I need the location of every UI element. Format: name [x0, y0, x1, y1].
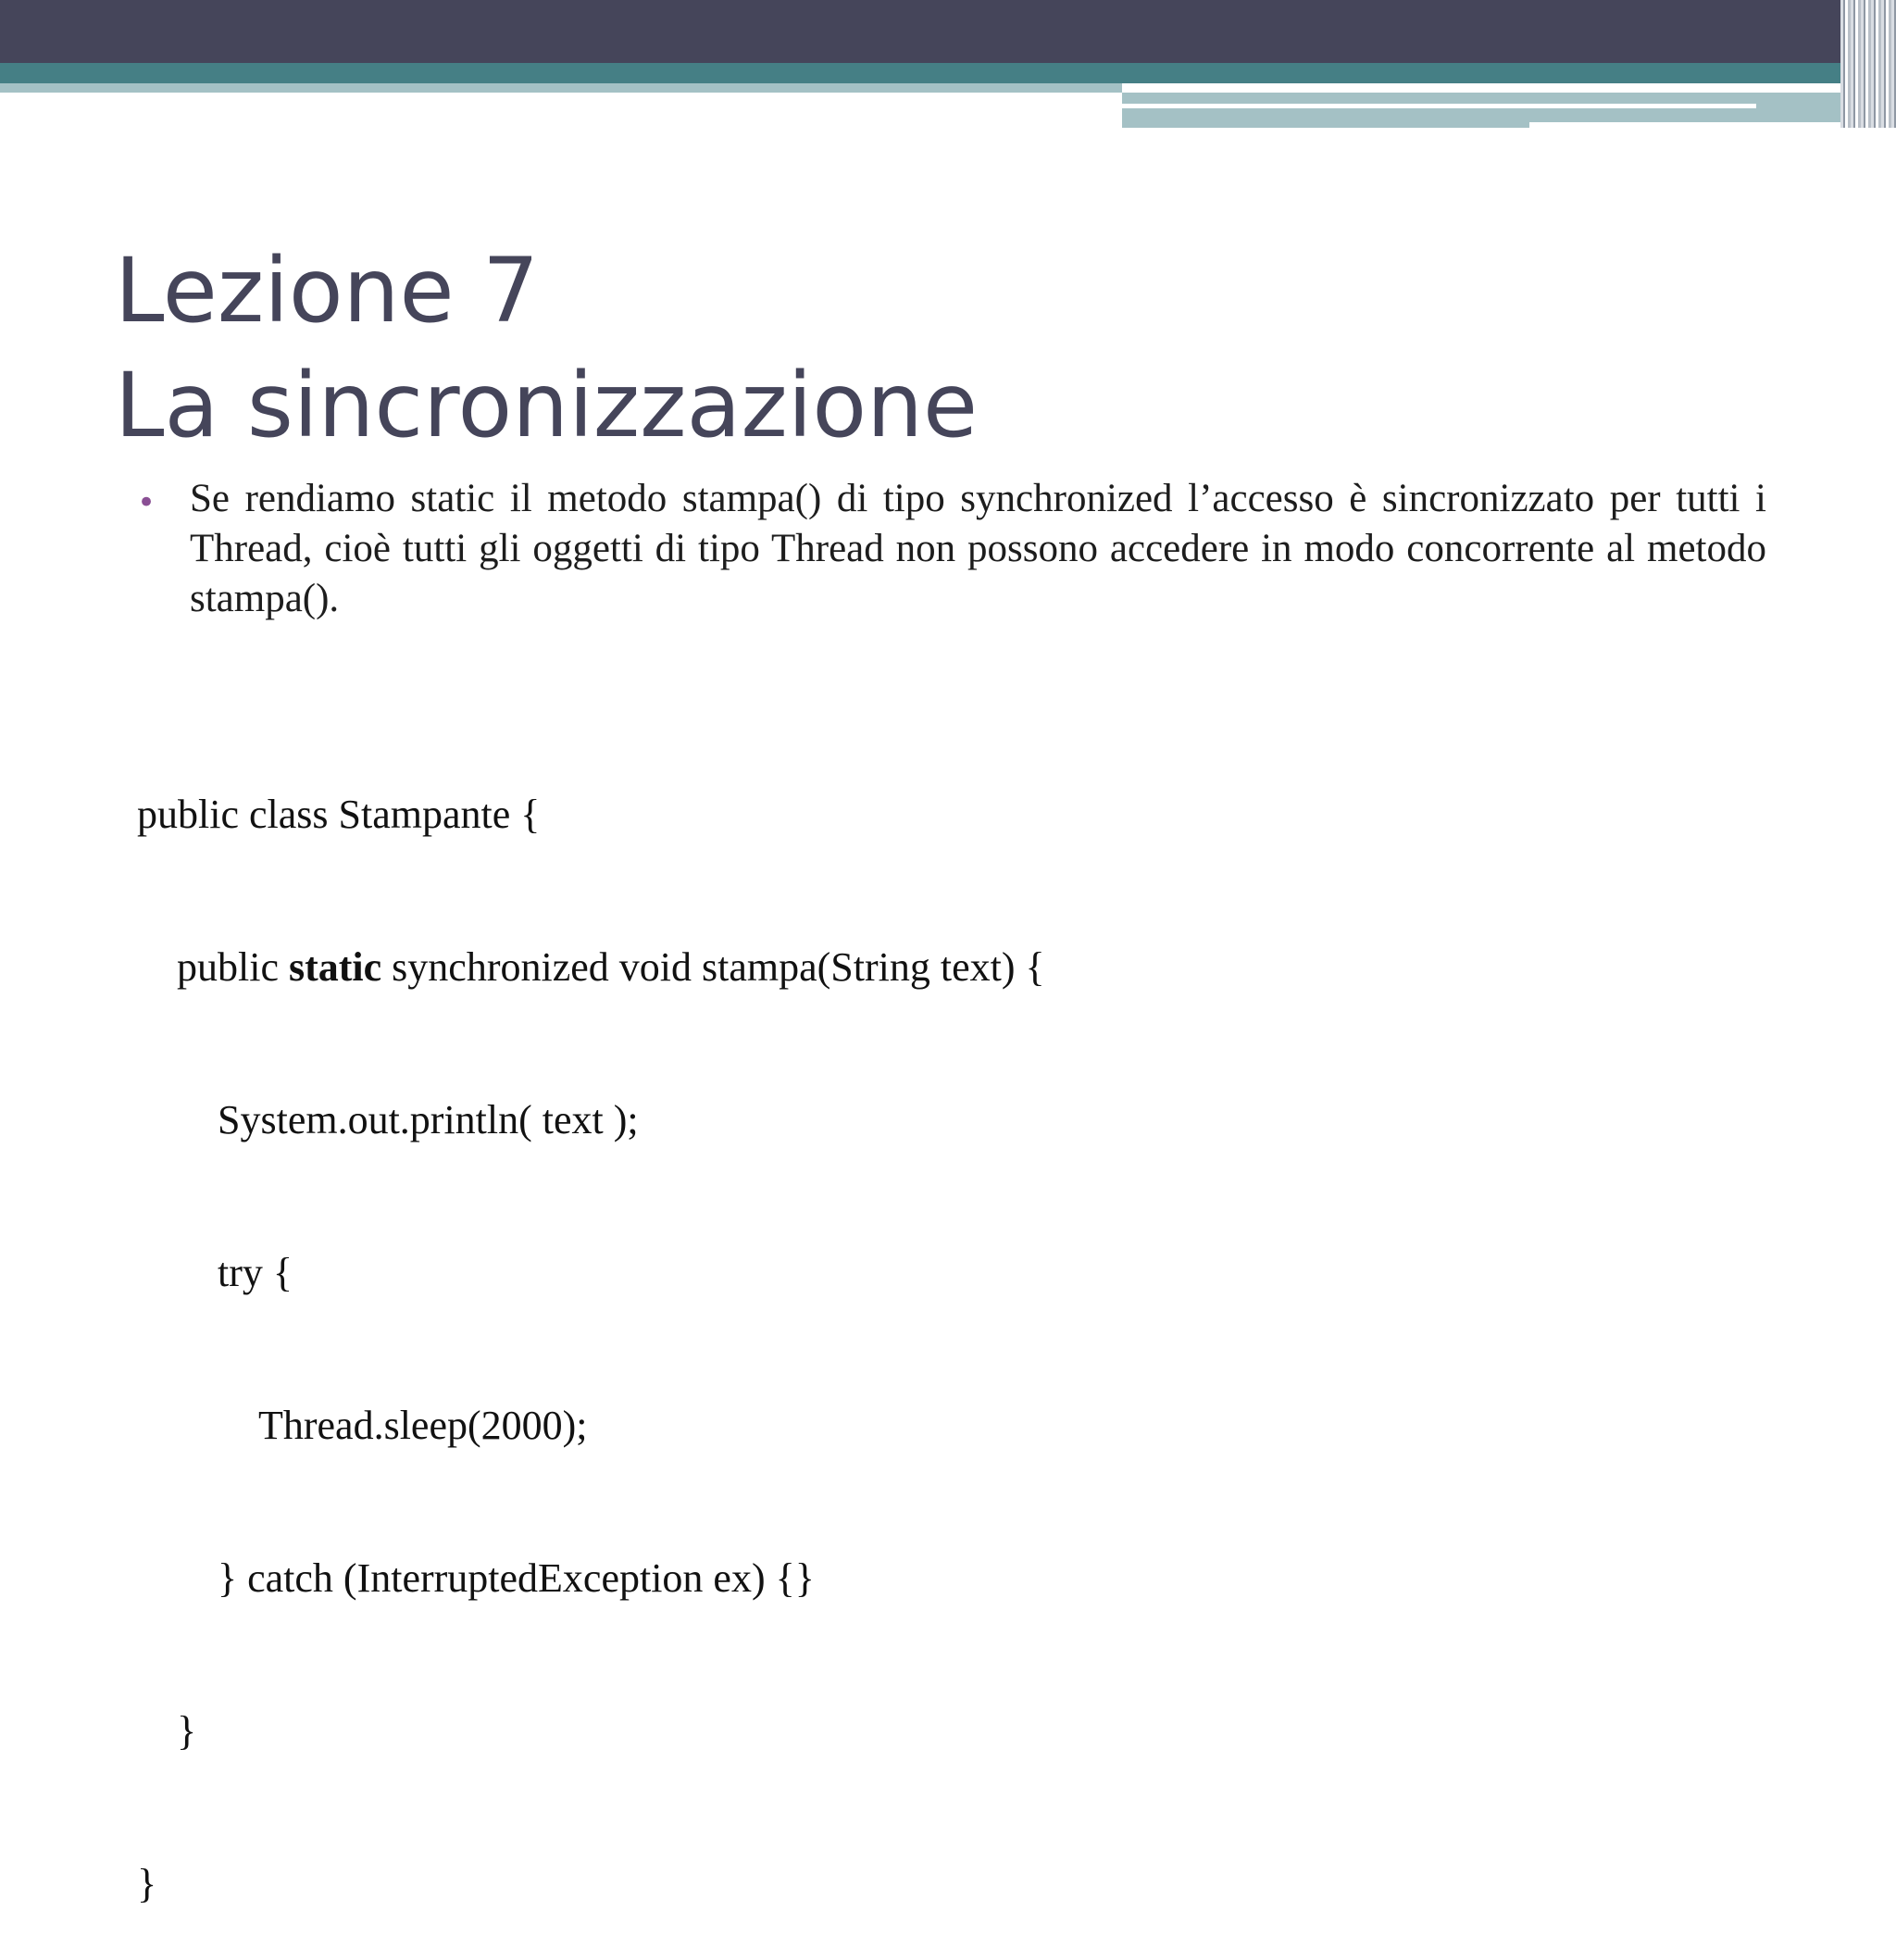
- code-text: } catch (InterruptedException ex) {}: [218, 1555, 815, 1601]
- code-line: [137, 785, 1045, 843]
- code-line: [137, 1396, 1045, 1454]
- bullet-dot-icon: •: [137, 484, 156, 521]
- code-text: try {: [218, 1250, 293, 1295]
- header-light-band-left: [0, 83, 1122, 93]
- slide-title: [115, 233, 978, 463]
- code-text: }: [177, 1708, 197, 1754]
- header-white-line: [1529, 122, 1863, 128]
- code-keyword-static: static: [288, 944, 382, 990]
- slide-title-line-2: La sincronizzazione: [115, 354, 979, 457]
- bullet-text: Se rendiamo static il metodo stampa() di tipo synchronized l’accesso è sincronizzato per tutti i Thread, cioè tutti gli oggetti di tipo Thread non possono accedere in modo concorrente al metodo stampa().: [190, 477, 1766, 620]
- code-text: public: [177, 944, 289, 990]
- code-text: public class Stampante {: [137, 792, 541, 837]
- code-text: System.out.println( text );: [218, 1097, 639, 1142]
- bullet-item: [137, 474, 1766, 624]
- code-line: [137, 938, 1045, 996]
- code-text: }: [137, 1861, 157, 1906]
- header-white-line: [1122, 104, 1756, 108]
- code-line: [137, 1549, 1045, 1607]
- code-line: [137, 1702, 1045, 1760]
- code-line: [137, 1243, 1045, 1302]
- header-teal-band: [0, 63, 1896, 83]
- code-line: [137, 1854, 1045, 1913]
- header-dark-band: [0, 0, 1896, 63]
- code-text: synchronized void stampa(String text) {: [381, 944, 1045, 990]
- slide-title-line-1: Lezione 7: [115, 239, 540, 343]
- code-block: [137, 691, 1045, 1960]
- code-line: [137, 1091, 1045, 1149]
- code-text: Thread.sleep(2000);: [258, 1403, 588, 1448]
- header-edge-stripes: [1840, 0, 1896, 128]
